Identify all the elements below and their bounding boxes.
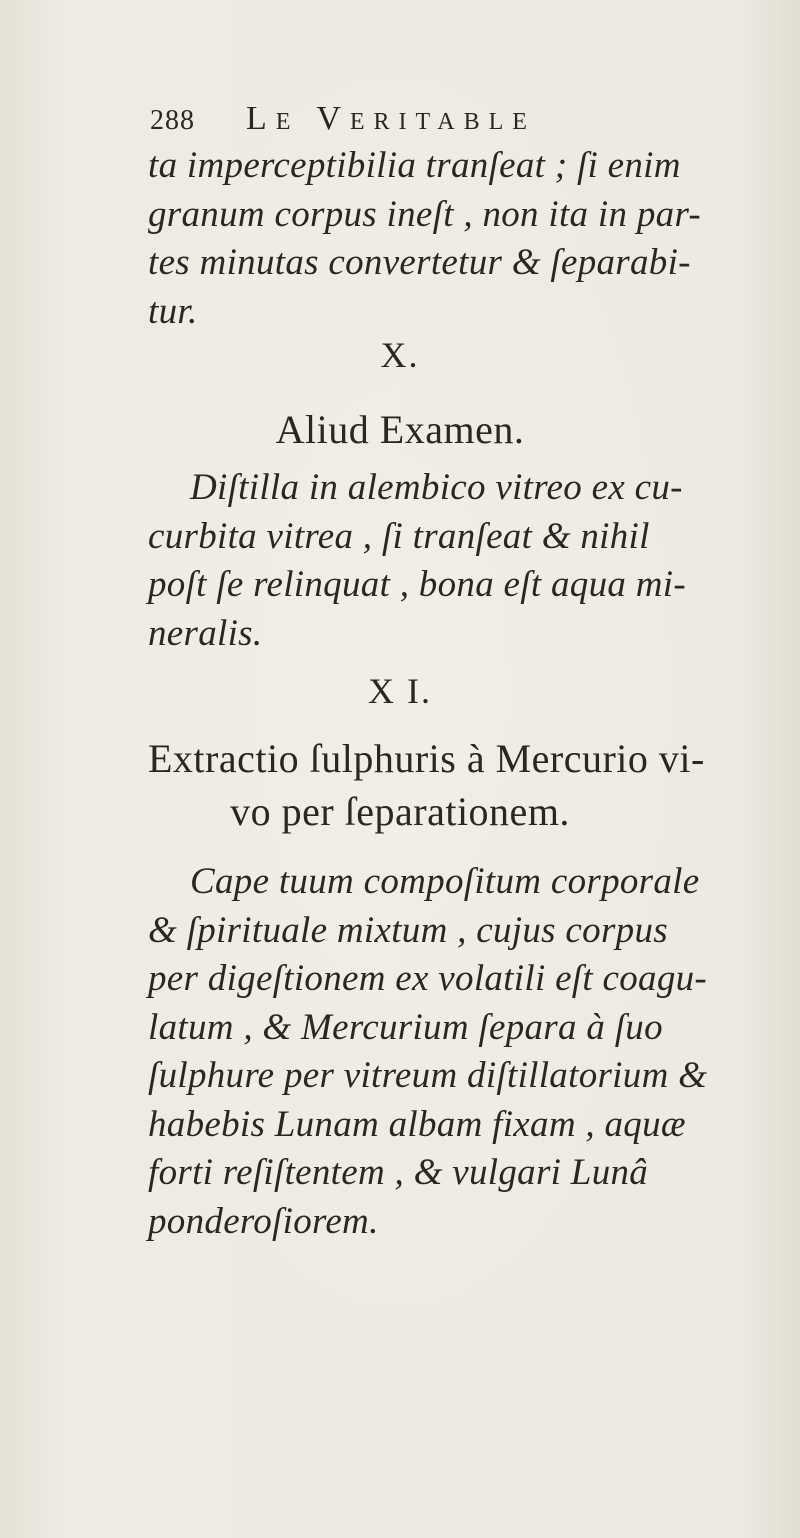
section-heading-aliud-examen: Aliud Examen. — [275, 407, 525, 452]
text-line: tur. — [148, 290, 198, 332]
text-line: ponderoſiorem. — [148, 1200, 379, 1242]
text-line: curbita vitrea , ſi tranſeat & nihil — [148, 515, 650, 557]
text-line: latum , & Mercurium ſepara à ſuo — [148, 1006, 663, 1048]
running-head — [150, 100, 710, 144]
running-head-title: Le Veritable — [246, 100, 536, 137]
section-number-x: X. — [380, 335, 420, 375]
text-line: granum corpus ineſt , non ita in par- — [148, 193, 702, 235]
section-heading-line: vo per ſeparationem. — [230, 789, 570, 834]
text-line: ſulphure per vitreum diſtillatorium & — [148, 1055, 708, 1096]
page-number: 288 — [150, 105, 195, 136]
continued-paragraph — [148, 142, 773, 336]
text-line: tes minutas convertetur & ſeparabi- — [148, 242, 691, 283]
section-heading-line: Extractio ſulphuris à Mercurio vi- — [148, 736, 705, 781]
text-line: Cape tuum compoſitum corporale — [190, 861, 700, 902]
text-line: poſt ſe relinquat , bona eſt aqua mi- — [148, 564, 686, 605]
text-line: forti reſiſtentem , & vulgari Lunâ — [148, 1152, 649, 1193]
section-number-xi: X I. — [368, 671, 432, 711]
text-line: Diſtilla in alembico vitreo ex cu- — [190, 467, 683, 508]
text-line: per digeſtionem ex volatili eſt coagu- — [148, 958, 708, 999]
text-line: ta imperceptibilia tranſeat ; ſi enim — [148, 145, 681, 186]
text-line: & ſpirituale mixtum , cujus corpus — [148, 909, 668, 951]
text-line: habebis Lunam albam fixam , aquæ — [148, 1103, 686, 1145]
section-xi-paragraph — [148, 858, 773, 1246]
section-x-paragraph — [148, 464, 773, 658]
text-line: neralis. — [148, 612, 263, 654]
